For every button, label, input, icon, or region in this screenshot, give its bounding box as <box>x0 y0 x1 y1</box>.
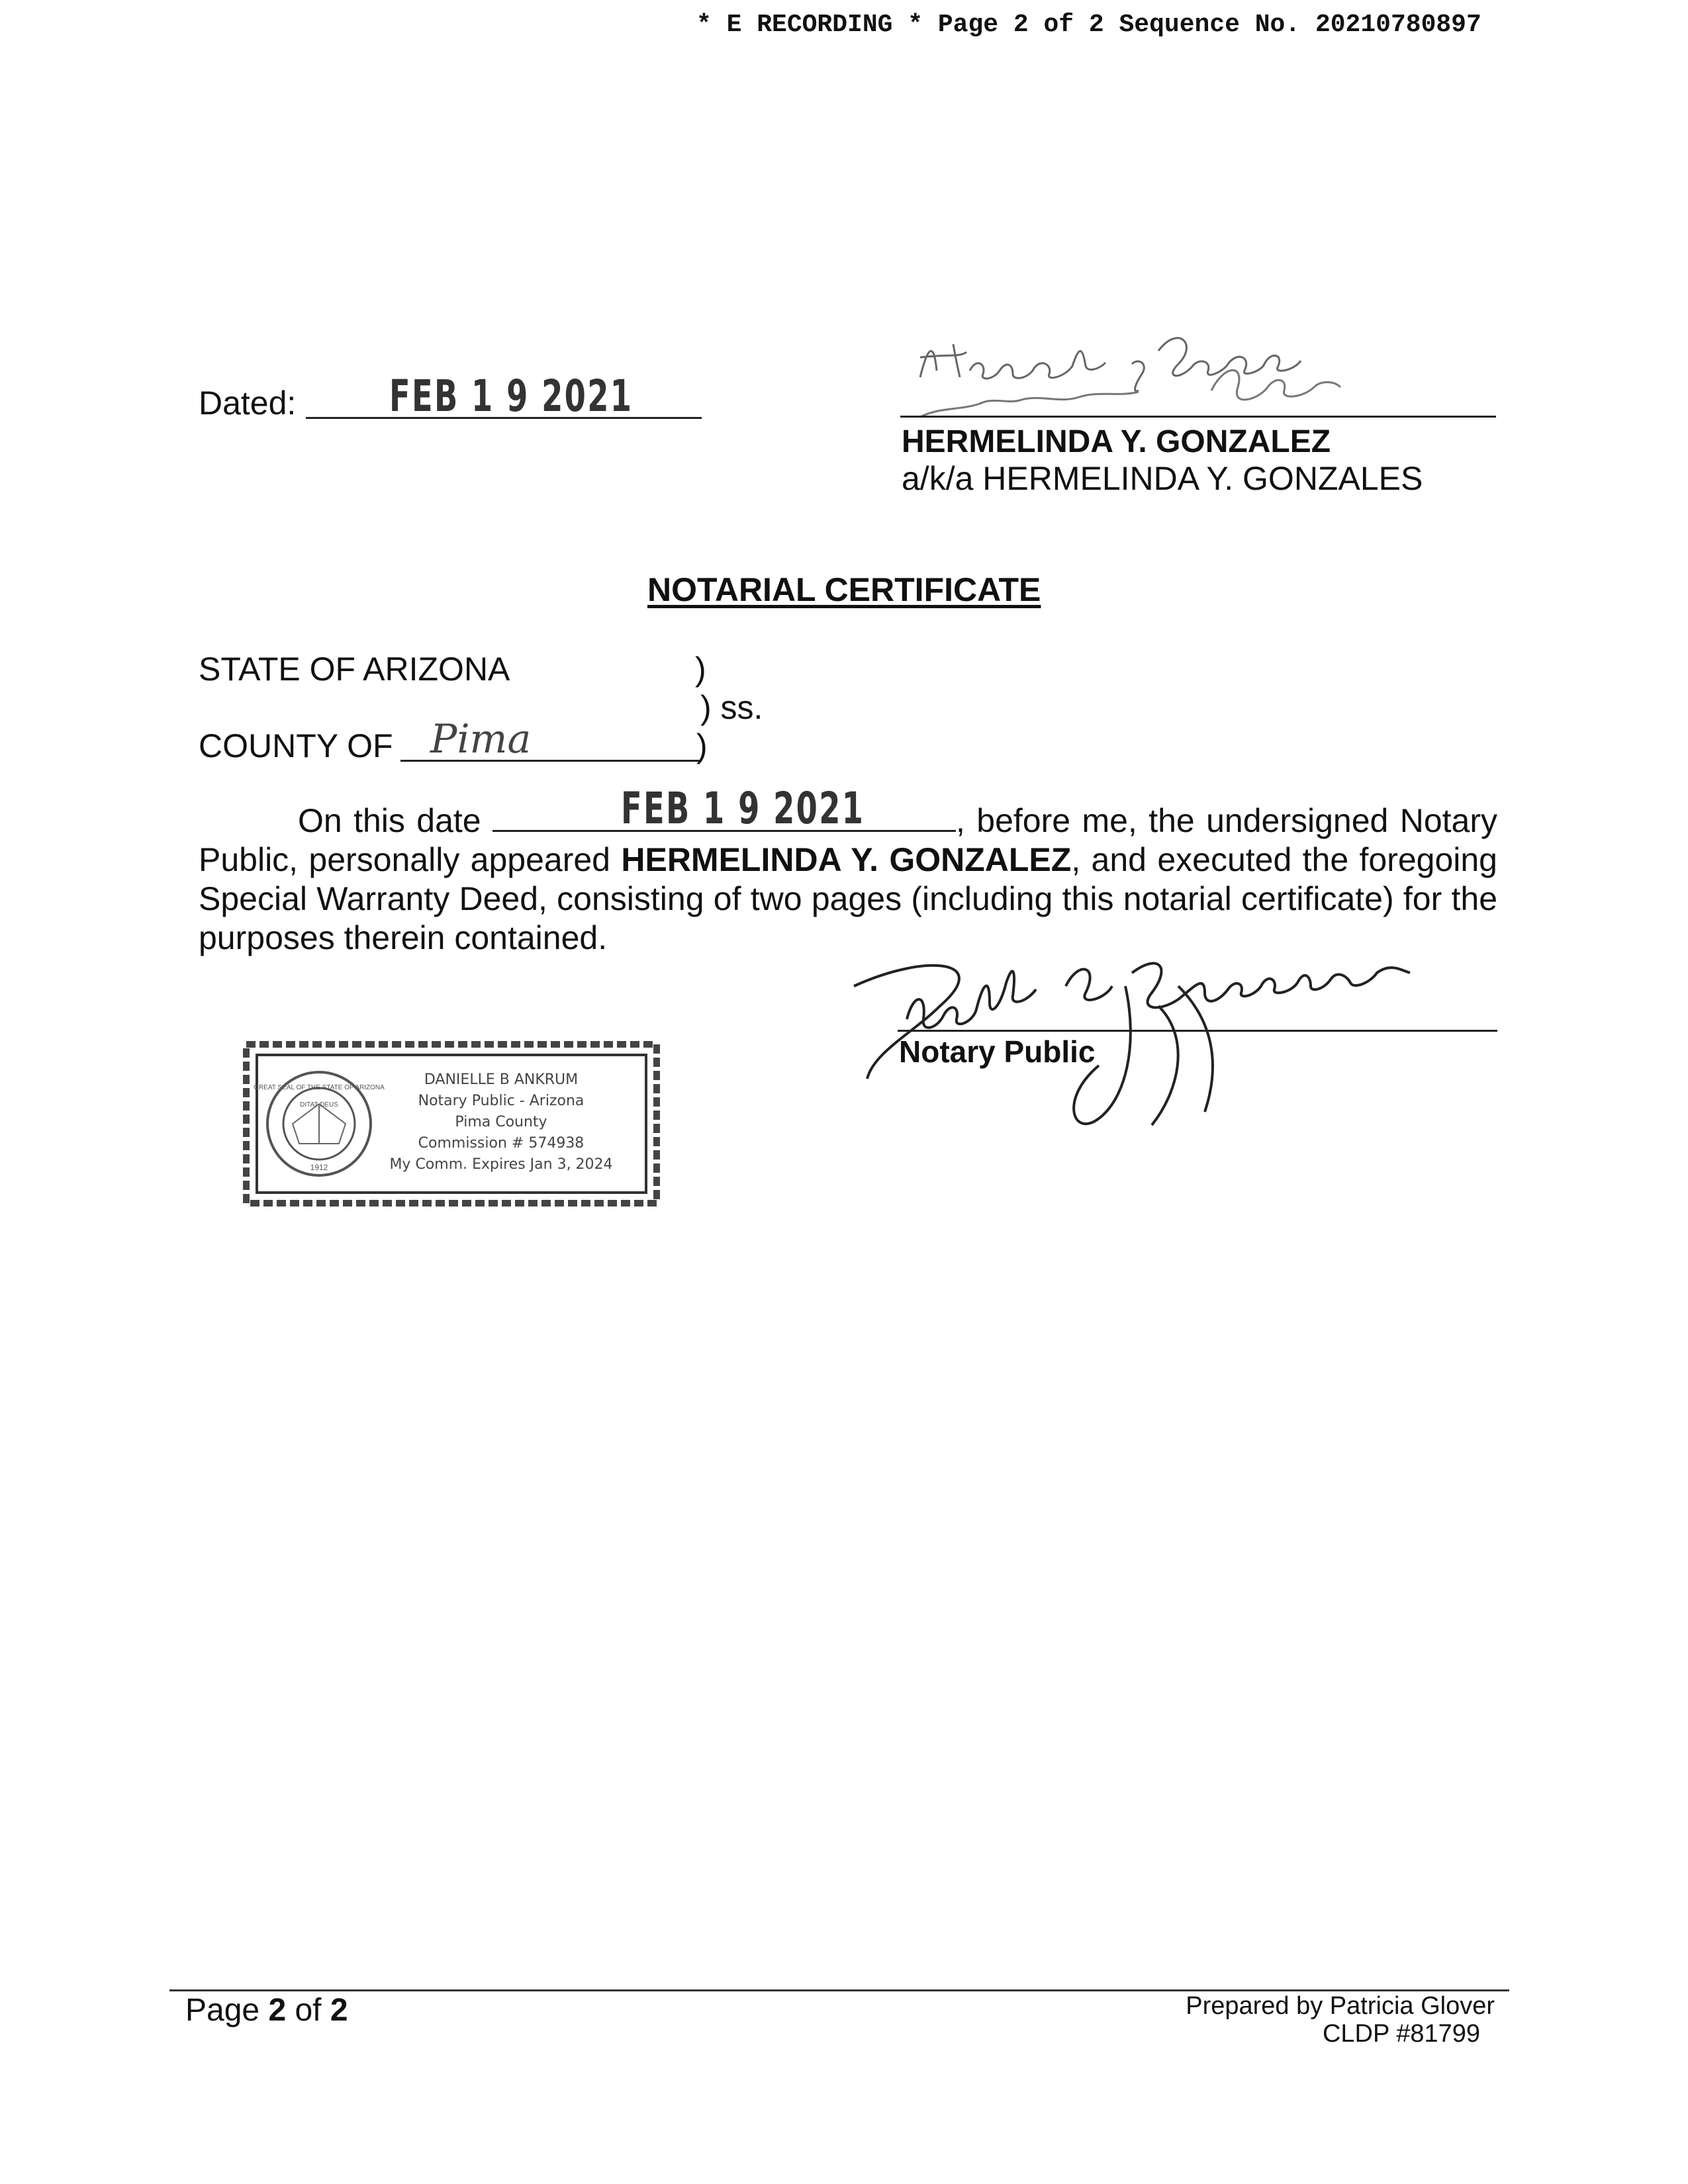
venue-county-label: COUNTY OF <box>199 727 393 764</box>
cldp-number: CLDP #81799 <box>1322 2020 1480 2048</box>
page-of: of <box>286 1993 330 2028</box>
dated-label: Dated: <box>199 385 297 422</box>
prepared-by: Prepared by Patricia Glover <box>1186 1992 1495 2020</box>
grantor-aka: a/k/a HERMELINDA Y. GONZALES <box>902 460 1423 497</box>
page-prefix: Page <box>185 1993 269 2028</box>
notary-seal-stamp <box>240 1038 663 1210</box>
para-suffix: , and executed the foregoing Special Warranty Deed, consisting of two pages (including this notarial certificate) for the purposes therein contained. <box>199 841 1497 956</box>
seal-ring-text: GREAT SEAL OF THE STATE OF ARIZONA <box>254 1084 385 1091</box>
county-handwritten: Pima <box>430 716 532 762</box>
certificate-paragraph <box>199 783 1497 958</box>
seal-line4: Commission # 574938 <box>418 1135 585 1152</box>
seal-year: 1912 <box>310 1163 328 1172</box>
seal-line5: My Comm. Expires Jan 3, 2024 <box>389 1156 613 1173</box>
notary-signature-line <box>898 1030 1497 1032</box>
grantor-signature-image <box>907 291 1383 424</box>
page-total: 2 <box>330 1993 348 2028</box>
grantor-signature-line <box>900 416 1496 418</box>
para-name: HERMELINDA Y. GONZALEZ <box>621 841 1072 878</box>
recording-header: * E RECORDING * Page 2 of 2 Sequence No. 20210780897 <box>696 11 1481 39</box>
notary-public-label: Notary Public <box>899 1034 1096 1069</box>
para-date-blank <box>492 783 956 834</box>
seal-line3: Pima County <box>455 1114 547 1130</box>
seal-line2: Notary Public - Arizona <box>418 1093 585 1109</box>
dated-date-stamp: FEB 1 9 2021 <box>389 371 633 422</box>
certificate-title: NOTARIAL CERTIFICATE <box>647 571 1041 608</box>
venue-paren-bottom: ) <box>696 727 708 764</box>
venue-paren: ) <box>695 651 706 688</box>
venue-ss: ) ss. <box>700 689 763 726</box>
page-current: 2 <box>268 1993 287 2028</box>
footer-rule <box>169 1989 1509 1991</box>
grantor-name: HERMELINDA Y. GONZALEZ <box>902 424 1331 459</box>
para-prefix: On this date <box>298 802 481 839</box>
venue-state: STATE OF ARIZONA <box>199 651 510 688</box>
page-number <box>185 1992 348 2028</box>
seal-notary-name: DANIELLE B ANKRUM <box>424 1071 579 1088</box>
para-mid: , before me, the undersigned Notary Public, personally appeared <box>199 802 1497 878</box>
para-date-stamp: FEB 1 9 2021 <box>621 783 865 834</box>
seal-motto: DITAT DEUS <box>300 1101 338 1109</box>
